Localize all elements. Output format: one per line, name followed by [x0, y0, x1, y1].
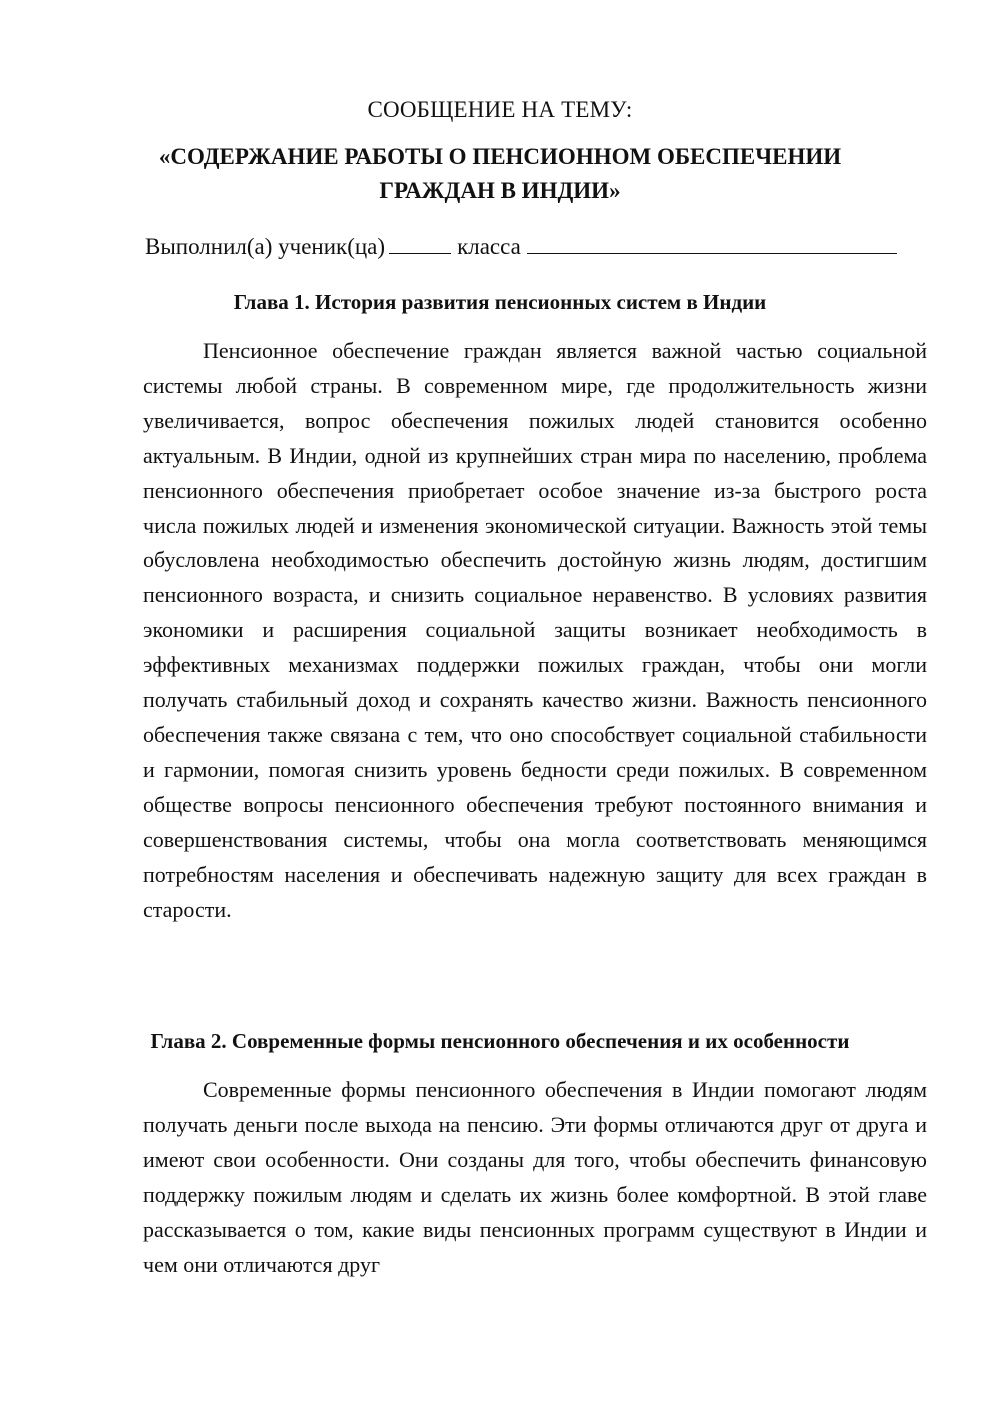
class-blank — [389, 231, 451, 254]
author-prefix: Выполнил(а) ученик(ца) — [145, 234, 386, 259]
author-line — [145, 231, 935, 262]
chapter-1-paragraph: Пенсионное обеспечение граждан является важной частью социальной системы любой страны. В современном мире, где продолжительность жизни увеличивается, вопрос обеспечения пожилых людей становится особенно актуальным. В Индии, одной из крупнейших стран мира по населению, проблема пенсионного обеспечения приобретает особое значение из-за быстрого роста числа пожилых людей и изменения экономической ситуации. Важность этой темы обусловлена необходимостью обеспечить достойную жизнь людям, достигшим пенсионного возраста, и снизить социальное неравенство. В условиях развития экономики и расширения социальной защиты возникает необходимость в эффективных механизмах поддержки пожилых граждан, чтобы они могли получать стабильный доход и сохранять качество жизни. Важность пенсионного обеспечения также связана с тем, что оно способствует социальной стабильности и гармонии, помогая снизить уровень бедности среди пожилых. В современном обществе вопросы пенсионного обеспечения требуют постоянного внимания и совершенствования системы, чтобы она могла соответствовать меняющимся потребностям населения и обеспечивать надежную защиту для всех граждан в старости. — [143, 338, 927, 922]
document-title-line-1: «СОДЕРЖАНИЕ РАБОТЫ О ПЕНСИОННОМ ОБЕСПЕЧЕНИИ — [158, 144, 842, 169]
document-header: СООБЩЕНИЕ НА ТЕМУ: — [367, 97, 633, 122]
document-title-line-2: ГРАЖДАН В ИНДИИ» — [379, 178, 621, 203]
chapter-1-heading: Глава 1. История развития пенсионных систем в Индии — [233, 290, 767, 314]
chapter-2-heading: Глава 2. Современные формы пенсионного обеспечения и их особенности — [150, 1029, 850, 1053]
name-blank — [527, 231, 897, 254]
chapter-2-paragraph: Современные формы пенсионного обеспечения в Индии помогают людям получать деньги после выхода на пенсию. Эти формы отличаются друг от друга и имеют свои особенности. Они созданы для того, чтобы обеспечить финансовую поддержку пожилым людям и сделать их жизнь более комфортной. В этой главе рассказывается о том, какие виды пенсионных программ существуют в Индии и чем они отличаются друг — [143, 1077, 927, 1277]
class-label: класса — [457, 234, 521, 259]
